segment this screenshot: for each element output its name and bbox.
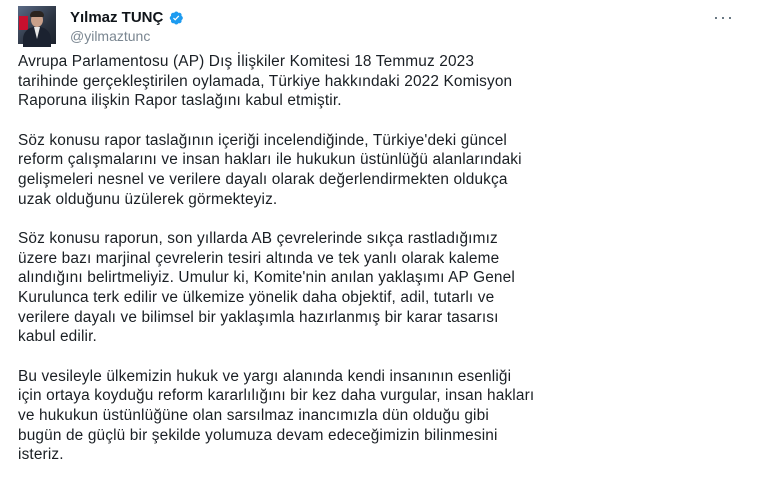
author-name[interactable]: Yılmaz TUNÇ bbox=[70, 9, 164, 26]
tweet-line: isteriz. bbox=[18, 446, 64, 464]
tweet-line: uzak olduğunu üzülerek görmekteyiz. bbox=[18, 190, 278, 208]
tweet-line: Bu vesileyle ülkemizin hukuk ve yargı alanında kendi insanının esenliği bbox=[18, 367, 512, 385]
tweet-line: tarihinde gerçekleştirilen oylamada, Türkiye hakkındaki 2022 Komisyon bbox=[18, 72, 513, 90]
tweet-line: ve hukukun üstünlüğüne olan sarsılmaz inancımızla dün olduğu gibi bbox=[18, 406, 489, 424]
author-name-row[interactable] bbox=[70, 9, 184, 26]
tweet-line: üzere bazı marjinal çevrelerin tesiri altında ve tek yanlı olarak kaleme bbox=[18, 249, 500, 267]
tweet-line: bugün de güçlü bir şekilde yolumuza devam edeceğimizin bilinmesini bbox=[18, 426, 498, 444]
tweet-line: için ortaya koyduğu reform kararlılığını bir kez daha vurgular, insan hakları bbox=[18, 387, 535, 405]
tweet-paragraph bbox=[18, 52, 742, 111]
tweet-line: gelişmeleri nesnel ve verilere dayalı olarak değerlendirmekten oldukça bbox=[18, 170, 508, 188]
author-handle[interactable]: @yilmaztunc bbox=[70, 28, 151, 44]
tweet-line: Kurulunca terk edilir ve ülkemize yönelik daha objektif, adil, tutarlı ve bbox=[18, 288, 495, 306]
tweet-line: kabul edilir. bbox=[18, 328, 97, 346]
tweet-line: alındığını belirtmeliyiz. Umulur ki, Komite'nin anılan yaklaşımı AP Genel bbox=[18, 269, 515, 287]
tweet-line: Söz konusu raporun, son yıllarda AB çevrelerinde sıkça rastladığımız bbox=[18, 230, 498, 248]
tweet-paragraph bbox=[18, 131, 742, 209]
tweet-text bbox=[18, 52, 742, 485]
tweet-paragraph bbox=[18, 229, 742, 347]
tweet-paragraph bbox=[18, 367, 742, 465]
tweet-line: Raporuna ilişkin Rapor taslağını kabul etmiştir. bbox=[18, 92, 342, 110]
tweet-line: Avrupa Parlamentosu (AP) Dış İlişkiler Komitesi 18 Temmuz 2023 bbox=[18, 53, 475, 70]
verified-badge-icon bbox=[168, 10, 184, 26]
tweet-header bbox=[18, 6, 742, 46]
avatar[interactable] bbox=[18, 6, 56, 44]
tweet-line: verilere dayalı ve bilimsel bir yaklaşımla hazırlanmış bir karar tasarısı bbox=[18, 308, 499, 326]
more-options-icon[interactable]: ··· bbox=[713, 7, 734, 27]
tweet-line: Söz konusu rapor taslağının içeriği incelendiğinde, Türkiye'deki güncel bbox=[18, 131, 507, 149]
tweet-line: reform çalışmalarını ve insan hakları ile hukukun üstünlüğü alanlarındaki bbox=[18, 151, 522, 169]
